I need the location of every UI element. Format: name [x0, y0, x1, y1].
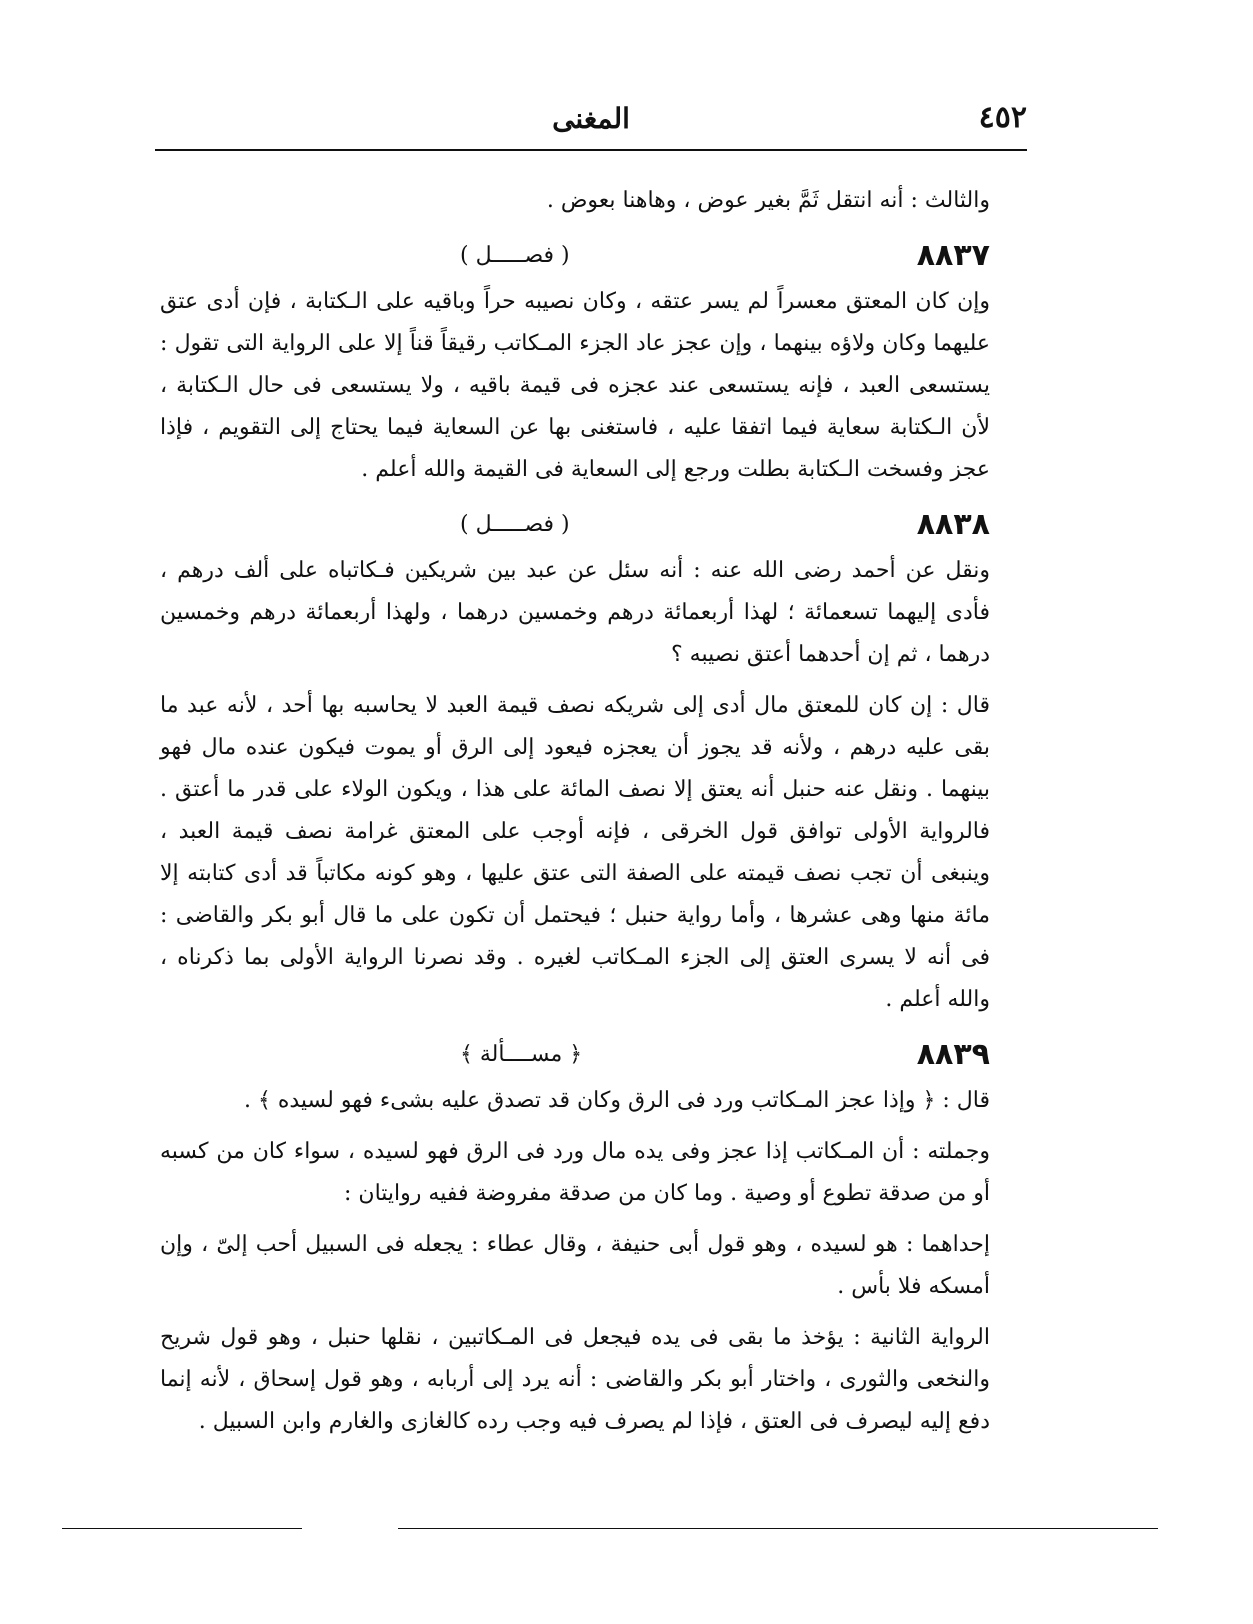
- page-number: ٤٥٢: [978, 100, 1027, 135]
- footer-rule: [62, 1528, 302, 1529]
- paragraph: وإن كان المعتق معسراً لم يسر عتقه ، وكان نصيبه حراً وباقيه على الـكتابة ، فإن أدى عتق عليهما وكان ولاؤه بينهما ، وإن عجز عاد الجزء المـكاتب رقيقاً قناً إلا على الرواية التى تقول : يستسعى العبد ، فإنه يستسعى عند عجزه فى قيمة باقيه ، ولا يستسعى فى حال الـكتابة ، لأن الـكتابة سعاية فيما اتفقا عليه ، فاستغنى بها عن السعاية فيما يحتاج إلى التقويم ، فإذا عجز وفسخت الـكتابة بطلت ورجع إلى السعاية فى القيمة والله أعلم .: [160, 289, 990, 482]
- section-heading: [160, 231, 990, 279]
- section-number: ٨٨٣٧: [916, 237, 990, 273]
- section-title: ( فصـــــل ): [460, 511, 570, 537]
- page-body: [160, 180, 990, 1452]
- section-title: ﴿ مســــألة ﴾: [460, 1041, 583, 1067]
- section-heading: [160, 1030, 990, 1078]
- section-number: ٨٨٣٩: [916, 1036, 990, 1072]
- header-rule: [155, 149, 1027, 151]
- footer-rule: [398, 1528, 1158, 1529]
- section-number: ٨٨٣٨: [916, 506, 990, 542]
- paragraph: الرواية الثانية : يؤخذ ما بقى فى يده فيجعل فى المـكاتبين ، نقلها حنبل ، وهو قول شريح والنخعى والثورى ، واختار أبو بكر والقاضى : أنه يرد إلى أربابه ، وهو قول إسحاق ، لأنه إنما دفع إليه ليصرف فى العتق ، فإذا لم يصرف فيه وجب رده كالغازى والغارم وابن السبيل .: [160, 1325, 990, 1434]
- section-heading: [160, 500, 990, 548]
- running-header: [155, 100, 1027, 148]
- paragraph: قال : إن كان للمعتق مال أدى إلى شريكه نصف قيمة العبد لا يحاسبه بها أحد ، لأنه عبد ما بقى عليه درهم ، ولأنه قد يجوز أن يعجزه فيعود إلى الرق أو يموت فيكون عنده مال فهو بينهما . ونقل عنه حنبل أنه يعتق إلا نصف المائة على هذا ، ويكون الولاء على قدر ما أعتق . فالرواية الأولى توافق قول الخرقى ، فإنه أوجب على المعتق غرامة نصف قيمة العبد ، وينبغى أن تجب نصف قيمته على الصفة التى عتق عليها ، وهو كونه مكاتباً قد أدى كتابته إلا مائة منها وهى عشرها ، وأما رواية حنبل ؛ فيحتمل أن تكون على ما قال أبو بكر والقاضى : فى أنه لا يسرى العتق إلى الجزء المـكاتب لغيره . وقد نصرنا الرواية الأولى بما ذكرناه ، والله أعلم .: [160, 693, 990, 1012]
- paragraph: قال : ﴿ وإذا عجز المـكاتب ورد فى الرق وكان قد تصدق عليه بشىء فهو لسيده ﴾ .: [243, 1088, 990, 1113]
- paragraph: إحداهما : هو لسيده ، وهو قول أبى حنيفة ، وقال عطاء : يجعله فى السبيل أحب إلىّ ، وإن أمسكه فلا بأس .: [160, 1232, 990, 1299]
- section-title: ( فصـــــل ): [460, 242, 570, 268]
- paragraph: وجملته : أن المـكاتب إذا عجز وفى يده مال ورد فى الرق فهو لسيده ، سواء كان من كسبه أو من صدقة تطوع أو وصية . وما كان من صدقة مفروضة ففيه روايتان :: [160, 1139, 990, 1206]
- paragraph: ونقل عن أحمد رضى الله عنه : أنه سئل عن عبد بين شريكين فـكاتباه على ألف درهم ، فأدى إليهما تسعمائة ؛ لهذا أربعمائة درهم وخمسين درهما ، ولهذا أربعمائة درهم وخمسين درهما ، ثم إن أحدهما أعتق نصيبه ؟: [160, 558, 990, 667]
- paragraph: والثالث : أنه انتقل ثَمَّ بغير عوض ، وهاهنا بعوض .: [546, 188, 990, 213]
- running-title: المغنى: [552, 102, 630, 135]
